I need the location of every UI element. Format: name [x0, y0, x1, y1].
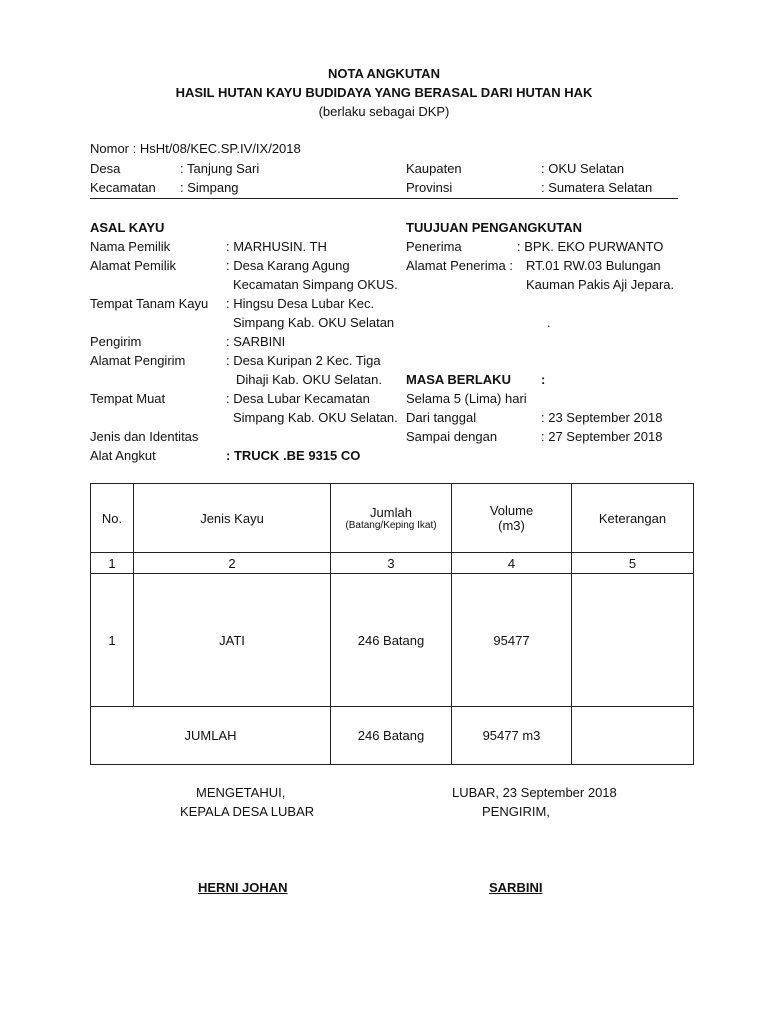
- row-jumlah: 246 Batang: [331, 574, 452, 707]
- alamat-penerima-label: Alamat Penerima :: [406, 258, 513, 273]
- alamat-pemilik-label: Alamat Pemilik: [90, 258, 176, 273]
- header-volume-label: Volume: [489, 503, 534, 518]
- tujuan-heading: TUUJUAN PENGANGKUTAN: [406, 220, 582, 235]
- header-keterangan: Keterangan: [572, 484, 694, 553]
- kabupaten-label: Kaupaten: [406, 161, 462, 176]
- total-label: JUMLAH: [91, 707, 331, 765]
- sampai-dengan-label: Sampai dengan: [406, 429, 498, 444]
- nama-pemilik-label: Nama Pemilik: [90, 239, 171, 254]
- asal-heading: ASAL KAYU: [90, 220, 165, 235]
- index-cell: 5: [572, 553, 694, 574]
- header-jumlah-sub: (Batang/Keping Ikat): [345, 520, 437, 531]
- sign-left-line1: MENGETAHUI,: [196, 785, 286, 800]
- pengirim-label: Pengirim: [90, 334, 142, 349]
- row-keterangan: [572, 574, 694, 707]
- header-volume: [452, 484, 572, 553]
- total-keterangan: [572, 707, 694, 765]
- sign-right-line1: LUBAR, 23 September 2018: [452, 785, 617, 800]
- sign-right-name: SARBINI: [489, 880, 543, 895]
- header-jenis-kayu: Jenis Kayu: [134, 484, 331, 553]
- index-cell: 3: [331, 553, 452, 574]
- alamat-pemilik-value-2: Kecamatan Simpang OKUS.: [233, 277, 398, 292]
- header-no: No.: [91, 484, 134, 553]
- desa-label: Desa: [90, 161, 121, 176]
- sign-left-name: HERNI JOHAN: [198, 880, 288, 895]
- penerima-value: : BPK. EKO PURWANTO: [517, 239, 664, 254]
- alamat-pengirim-value-1: : Desa Kuripan 2 Kec. Tiga: [226, 353, 381, 368]
- tempat-tanam-label: Tempat Tanam Kayu: [90, 296, 209, 311]
- kecamatan-value: : Simpang: [180, 180, 239, 195]
- index-cell: 1: [91, 553, 134, 574]
- masa-colon: :: [541, 372, 546, 387]
- header-divider: [90, 198, 678, 199]
- alamat-penerima-value-2: Kauman Pakis Aji Jepara.: [526, 277, 675, 292]
- alat-angkut-value: : TRUCK .BE 9315 CO: [226, 448, 361, 463]
- total-volume: 95477 m3: [452, 707, 572, 765]
- kabupaten-value: : OKU Selatan: [541, 161, 625, 176]
- items-table: [90, 483, 694, 765]
- pengirim-value: : SARBINI: [226, 334, 286, 349]
- table-index-row: [91, 553, 694, 574]
- masa-heading: MASA BERLAKU: [406, 372, 511, 387]
- table-total-row: [91, 707, 694, 765]
- table-header-row: [91, 484, 694, 553]
- alamat-penerima-value-1: RT.01 RW.03 Bulungan: [526, 258, 661, 273]
- alamat-pemilik-value-1: : Desa Karang Agung: [226, 258, 350, 273]
- document-title: NOTA ANGKUTAN: [328, 66, 440, 81]
- sign-left-line2: KEPALA DESA LUBAR: [180, 804, 315, 819]
- index-cell: 2: [134, 553, 331, 574]
- provinsi-label: Provinsi: [406, 180, 453, 195]
- penerima-label: Penerima: [406, 239, 462, 254]
- sign-right-line2: PENGIRIM,: [482, 804, 550, 819]
- tempat-muat-label: Tempat Muat: [90, 391, 166, 406]
- alamat-pengirim-value-2: Dihaji Kab. OKU Selatan.: [236, 372, 382, 387]
- nomor: Nomor : HsHt/08/KEC.SP.IV/IX/2018: [90, 141, 301, 156]
- index-cell: 4: [452, 553, 572, 574]
- provinsi-value: : Sumatera Selatan: [541, 180, 653, 195]
- tempat-tanam-value-1: : Hingsu Desa Lubar Kec.: [226, 296, 375, 311]
- total-jumlah: 246 Batang: [331, 707, 452, 765]
- dari-tanggal-value: : 23 September 2018: [541, 410, 663, 425]
- header-volume-sub: (m3): [498, 518, 525, 533]
- alamat-pengirim-label: Alamat Pengirim: [90, 353, 186, 368]
- masa-selama: Selama 5 (Lima) hari: [406, 391, 527, 406]
- sampai-dengan-value: : 27 September 2018: [541, 429, 663, 444]
- desa-value: : Tanjung Sari: [180, 161, 260, 176]
- header-jumlah: [331, 484, 452, 553]
- tempat-tanam-value-2: Simpang Kab. OKU Selatan: [233, 315, 395, 330]
- tujuan-dot: .: [547, 315, 551, 330]
- nama-pemilik-value: : MARHUSIN. TH: [226, 239, 327, 254]
- kecamatan-label: Kecamatan: [90, 180, 156, 195]
- table-row: [91, 574, 694, 707]
- tempat-muat-value-2: Simpang Kab. OKU Selatan.: [233, 410, 398, 425]
- row-jenis-kayu: JATI: [134, 574, 331, 707]
- row-no: 1: [91, 574, 134, 707]
- row-volume: 95477: [452, 574, 572, 707]
- alat-angkut-label: Alat Angkut: [90, 448, 156, 463]
- document-subtitle: HASIL HUTAN KAYU BUDIDAYA YANG BERASAL DARI HUTAN HAK: [175, 85, 593, 100]
- jenis-identitas-label: Jenis dan Identitas: [90, 429, 199, 444]
- document-note: (berlaku sebagai DKP): [318, 104, 450, 119]
- dari-tanggal-label: Dari tanggal: [406, 410, 477, 425]
- tempat-muat-value-1: : Desa Lubar Kecamatan: [226, 391, 370, 406]
- header-jumlah-label: Jumlah: [370, 505, 412, 520]
